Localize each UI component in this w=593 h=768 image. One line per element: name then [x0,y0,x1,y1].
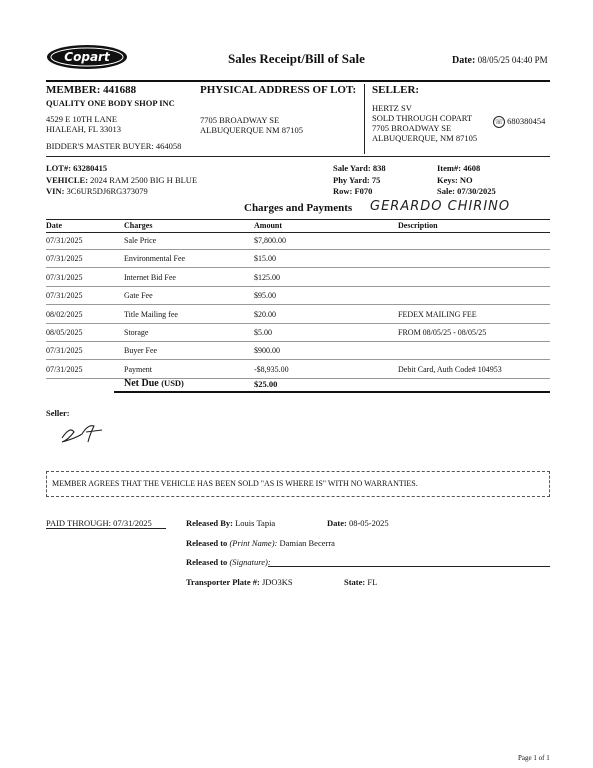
lot-address-label: PHYSICAL ADDRESS OF LOT: [200,84,357,96]
divider [46,232,550,233]
charges-title: Charges and Payments [244,202,353,214]
row-date: 07/31/2025 [46,254,83,264]
row-charge: Storage [124,328,149,337]
transporter-plate: Transporter Plate #: JDO3KS [186,577,293,587]
warranty-text: MEMBER AGREES THAT THE VEHICLE HAS BEEN SOLD "AS IS WHERE IS" WITH NO WARRANTIES. [52,479,418,488]
logo-text: Copart [64,50,110,64]
seller-signature-label: Seller: [46,408,70,418]
row: Row: F070 [333,186,373,196]
row-description: FROM 08/05/25 - 08/05/25 [398,328,487,337]
row-charge: Buyer Fee [124,346,158,356]
member-address2: HIALEAH, FL 33013 [46,124,121,134]
row-amount: $5.00 [254,328,272,337]
col-date: Date [46,221,62,230]
row-charge: Payment [124,364,152,374]
paid-through: PAID THROUGH: 07/31/2025 [46,518,152,528]
row-date: 08/02/2025 [46,309,83,319]
seller-line1: HERTZ SV [372,103,412,113]
row-charge: Environmental Fee [124,254,186,264]
row-charge: Internet Bid Fee [124,272,176,282]
row-date: 07/31/2025 [46,364,83,374]
row-amount: $125.00 [254,272,280,282]
lot-number: LOT#: 63280415 [46,163,108,173]
row-description: FEDEX MAILING FEE [398,309,477,319]
sale-date: Sale: 07/30/2025 [437,186,496,196]
row-charge: Gate Fee [124,291,153,301]
table-row-divider [46,267,550,268]
sale-yard: Sale Yard: 838 [333,163,386,173]
master-buyer: BIDDER'S MASTER BUYER: 464058 [46,141,182,151]
net-due-value: $25.00 [254,379,278,389]
table-row-divider [46,359,550,360]
member-address1: 4529 E 10TH LANE [46,114,118,124]
row-amount: -$8,935.00 [254,364,289,374]
row-charge: Sale Price [124,236,157,245]
released-to-print-name: Released to (Print Name): Damian Becerra [186,538,335,548]
vin: VIN: 3C6UR5DJ6RG373079 [46,186,148,196]
col-charges: Charges [124,221,153,230]
phy-yard: Phy Yard: 75 [333,175,381,185]
keys: Keys: NO [437,175,473,185]
signature-line [268,566,550,567]
table-row-divider [46,323,550,324]
col-amount: Amount [254,221,283,230]
row-date: 08/05/2025 [46,328,83,337]
row-amount: $15.00 [254,254,276,264]
row-amount: $95.00 [254,291,276,301]
seller-signature [58,420,110,448]
row-date: 07/31/2025 [46,291,83,301]
row-date: 07/31/2025 [46,272,83,282]
seller-line2: SOLD THROUGH COPART [372,113,473,123]
released-by: Released By: Louis Tapia [186,518,276,528]
lot-address2: ALBUQUERQUE NM 87105 [200,125,303,135]
net-due-label: Net Due (USD) [124,378,184,389]
table-row-divider [46,249,550,250]
member-label: MEMBER: 441688 [46,84,137,96]
state: State: FL [344,577,378,587]
row-charge: Title Mailing fee [124,309,178,319]
copart-logo [46,44,128,70]
col-description: Description [398,221,438,230]
seller-label: SELLER: [372,84,420,96]
divider [46,80,550,82]
divider [46,156,550,157]
row-date: 07/31/2025 [46,346,83,356]
paid-through-underline [46,528,166,529]
row-description: Debit Card, Auth Code# 104953 [398,364,502,374]
header-date: Date: 08/05/25 04:40 PM [452,55,548,66]
released-to-signature: Released to (Signature): [186,557,271,567]
net-due-border [114,391,550,393]
seller-phone: ☏ 680380454 [494,116,546,126]
seller-line3: 7705 BROADWAY SE [372,123,452,133]
handwritten-buyer-name: GERARDO CHIRINO [370,199,511,214]
table-row-divider [46,341,550,342]
table-row-divider [46,304,550,305]
vehicle: VEHICLE: 2024 RAM 2500 BIG H BLUE [46,175,198,185]
phone-icon: ☏ [494,118,504,126]
release-date: Date: 08-05-2025 [327,518,389,528]
table-top-border [46,219,550,220]
lot-address1: 7705 BROADWAY SE [200,115,280,125]
seller-line4: ALBUQUERQUE, NM 87105 [372,133,478,143]
page-title: Sales Receipt/Bill of Sale [228,51,365,66]
row-amount: $7,800.00 [254,236,286,245]
seller-divider [364,84,365,154]
page-number: Page 1 of 1 [518,754,550,762]
table-row-divider [46,286,550,287]
row-date: 07/31/2025 [46,236,83,245]
row-amount: $900.00 [254,346,280,356]
row-amount: $20.00 [254,309,276,319]
member-name: QUALITY ONE BODY SHOP INC [46,98,175,108]
item-number: Item#: 4608 [437,163,481,173]
table-row-divider [46,378,550,379]
